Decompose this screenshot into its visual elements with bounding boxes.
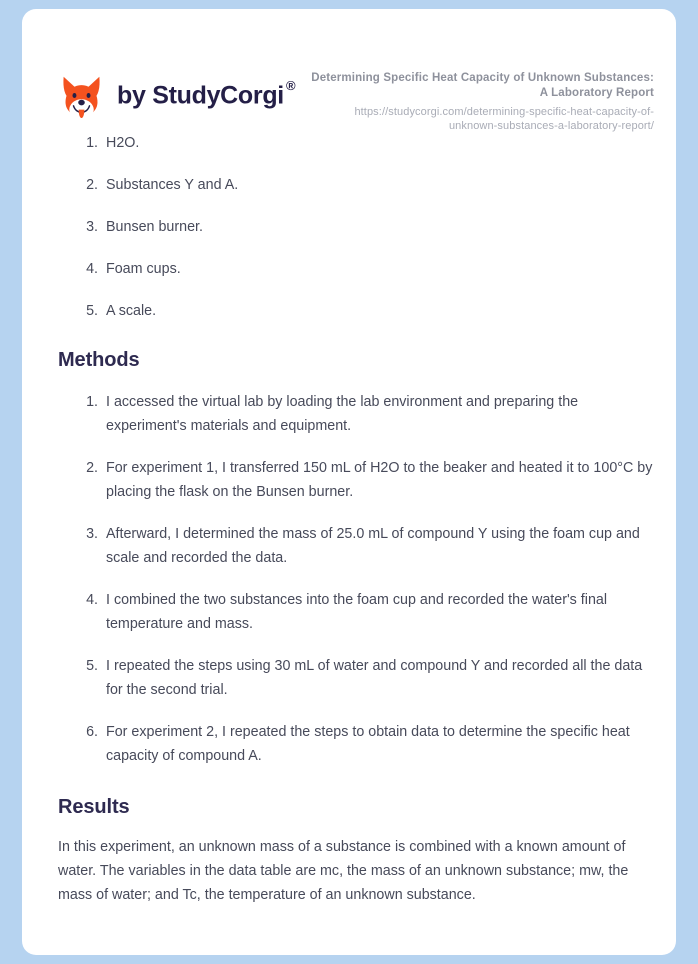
brand-name	[117, 77, 296, 110]
list-item: 6. For experiment 2, I repeated the steps to obtain data to determine the specific heat capacity of compound A.	[102, 720, 654, 768]
list-item: 3. Bunsen burner.	[102, 215, 654, 239]
registered-trademark-icon: ®	[285, 77, 296, 93]
list-item: 3. Afterward, I determined the mass of 25.0 mL of compound Y using the foam cup and scale and recorded the data.	[102, 522, 654, 570]
materials-list	[58, 131, 654, 323]
document-body	[22, 131, 676, 907]
brand-logo-block[interactable]	[58, 72, 296, 119]
list-item: 2. For experiment 1, I transferred 150 mL of H2O to the beaker and heated it to 100°C by placing the flask on the Bunsen burner.	[102, 456, 654, 504]
document-title: Determining Specific Heat Capacity of Unknown Substances: A Laboratory Report	[311, 72, 654, 99]
list-item: 5. A scale.	[102, 299, 654, 323]
list-item: 1. H2O.	[102, 131, 654, 155]
brand-name-text: by StudyCorgi	[117, 81, 284, 110]
methods-heading: Methods	[58, 349, 140, 371]
document-page-card	[22, 9, 676, 955]
document-header	[22, 9, 676, 131]
list-item: 2. Substances Y and A.	[102, 173, 654, 197]
corgi-face-logo-icon	[58, 72, 105, 119]
list-item: 4. Foam cups.	[102, 257, 654, 281]
list-item: 5. I repeated the steps using 30 mL of water and compound Y and recorded all the data for the second trial.	[102, 654, 654, 702]
list-item: 1. I accessed the virtual lab by loading the lab environment and preparing the experiment's materials and equipment.	[102, 390, 654, 438]
results-paragraph: In this experiment, an unknown mass of a substance is combined with a known amount of water. The variables in the data table are mc, the mass of an unknown substance; mw, the mass of water; and Tc, the temperature of an unknown substance.	[58, 839, 629, 903]
list-item: 4. I combined the two substances into the foam cup and recorded the water's final temperature and mass.	[102, 588, 654, 636]
header-meta	[310, 71, 654, 133]
methods-list	[58, 390, 654, 768]
document-source-url[interactable]: https://studycorgi.com/determining-specific-heat-capacity-of-unknown-substances-a-laboratory-report/	[354, 106, 654, 132]
results-heading: Results	[58, 796, 130, 818]
